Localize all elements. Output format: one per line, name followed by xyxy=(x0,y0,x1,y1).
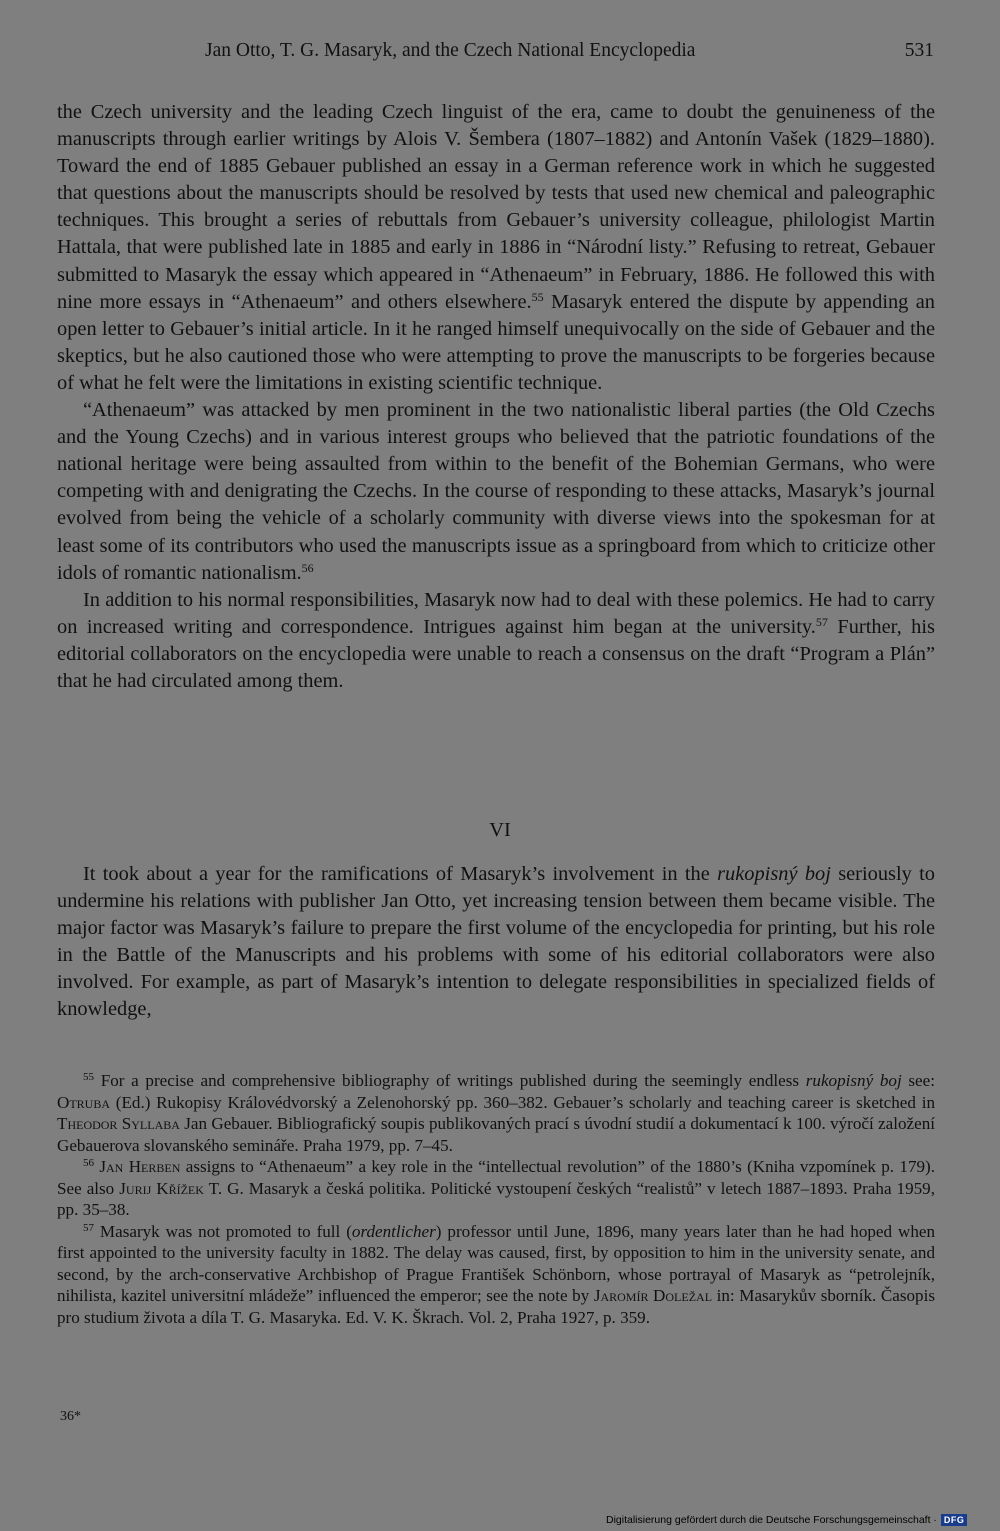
text-run: (Ed.) Rukopisy Královédvorský a Zelenohorský pp. 360–382. Gebauer’s scholarly and teaching career is sketched in xyxy=(110,1092,935,1112)
footnote-ref: 56 xyxy=(83,1157,94,1169)
footnote-ref: 57 xyxy=(815,614,828,629)
author-name: Jan Herben xyxy=(99,1157,181,1176)
paragraph xyxy=(57,587,935,695)
text-run: Masaryk entered the dispute by appending an open letter to Gebauer’s initial article. In it he ranged himself unequivocally on the side of Gebauer and the skeptics, but he also cautioned those who were attempting to prove the manuscripts to be forgeries because of what he felt were the limitations in existing scientific technique. xyxy=(57,290,936,394)
text-run: It took about a year for the ramifications of Masaryk’s involvement in the xyxy=(83,863,718,885)
dfg-logo: DFG xyxy=(941,1514,968,1526)
footnote xyxy=(57,1156,935,1221)
footnote-ref: 55 xyxy=(531,289,544,304)
page-header xyxy=(0,40,1000,68)
text-run: For a precise and comprehensive bibliography of writings published during the seemingly endless xyxy=(94,1071,806,1090)
author-name: Otruba xyxy=(57,1092,111,1112)
paragraph xyxy=(57,99,935,397)
text-run: see: xyxy=(901,1071,935,1090)
text-run: ) professor until June, 1896, many years later than he had hoped when first appointed to the university faculty in 1882. The delay was caused, first, by opposition to him in the university senate, and second, by the arch-conservative Archbishop of Prague František Schönborn, whose portrayal of Masaryk as “petrolejník, nihilista, kazitel universitní mládeže” influenced the emperor; see the note by xyxy=(57,1221,935,1305)
footnotes xyxy=(57,1070,935,1328)
text-run: seriously to undermine his relations with publisher Jan Otto, yet increasing tension between them became visible. The major factor was Masaryk’s failure to prepare the first volume of the encyclopedia for printing, but his role in the Battle of the Manuscripts and his problems with some of his editorial collaborators were also involved. For example, as part of Masaryk’s intention to delegate responsibilities in specialized fields of knowledge, xyxy=(57,863,935,1021)
paragraph xyxy=(57,861,935,1024)
page-number: 531 xyxy=(904,40,934,61)
footnote-ref: 57 xyxy=(83,1221,94,1234)
italic-text: rukopisný boj xyxy=(717,863,831,885)
italic-text: rukopisný boj xyxy=(805,1071,902,1090)
paragraph xyxy=(57,397,935,587)
text-run: “Athenaeum” was attacked by men prominent in the two nationalistic liberal parties (the Old Czechs and the Young Czechs) and in various interest groups who believed that the patriotic foundations of the national heritage were being assaulted from within to the benefit of the Bohemian Germans, who were competing with and denigrating the Czechs. In the course of responding to these attacks, Masaryk’s journal evolved from being the vehicle of a scholarly community with diverse views into the spokesman for at least some of its contributors who used the manuscripts issue as a springboard from which to criticize other idols of romantic nationalism. xyxy=(57,399,935,584)
running-title: Jan Otto, T. G. Masaryk, and the Czech National Encyclopedia xyxy=(205,40,696,61)
text-run: In addition to his normal responsibilities, Masaryk now had to deal with these polemics. He had to carry on increased writing and correspondence. Intrigues against him began at the university. xyxy=(57,588,935,638)
section-body-text xyxy=(57,861,935,1024)
signature-mark: 36* xyxy=(60,1409,81,1424)
author-name: Theodor Syllaba xyxy=(57,1114,180,1133)
text-run: T. G. Masaryk a česká politika. Politické vystoupení českých “realistů” v letech 1887–1893. Praha 1959, pp. 35–38. xyxy=(57,1178,936,1219)
footnote xyxy=(57,1221,935,1329)
text-run: the Czech university and the leading Czech linguist of the era, came to doubt the genuineness of the manuscripts through earlier writings by Alois V. Šembera (1807–1882) and Antonín Vašek (1829–1880). Toward the end of 1885 Gebauer published an essay in a German reference work in which he suggested that questions about the manuscripts should be resolved by tests that used new chemical and paleographic techniques. This brought a series of rebuttals from Gebauer’s university colleague, philologist Martin Hattala, that were published late in 1885 and early in 1886 in “Národní listy.” Refusing to retreat, Gebauer submitted to Masaryk the essay which appeared in “Athenaeum” in February, 1886. He followed this with nine more essays in “Athenaeum” and others elsewhere. xyxy=(57,101,935,313)
text-run: Jan Gebauer. Bibliografický soupis publikovaných prací s úvodní studií a dokumentací k 100. výročí založení Gebauerova slovanského semináře. Praha 1979, pp. 7–45. xyxy=(57,1114,935,1155)
author-name: Jurij Křížek xyxy=(119,1178,204,1198)
text-run: assigns to “Athenaeum” a key role in the “intellectual revolution” of the 1880’s (Kniha vzpomínek p. 179). See also xyxy=(57,1157,936,1198)
digitization-notice-text: Digitalisierung gefördert durch die Deutsche Forschungsgemeinschaft · xyxy=(606,1514,937,1526)
footnote xyxy=(57,1070,935,1156)
footnote-ref: 56 xyxy=(301,560,314,575)
main-body-text xyxy=(57,99,935,695)
text-run: Further, his editorial collaborators on the encyclopedia were unable to reach a consensus on the draft “Program a Plán” that he had circulated among them. xyxy=(57,615,935,692)
text-run: Masaryk was not promoted to full ( xyxy=(94,1221,352,1241)
text-run: in: Masarykův sborník. Časopis pro studium života a díla T. G. Masaryka. Ed. V. K. Škrach. Vol. 2, Praha 1927, p. 359. xyxy=(57,1286,935,1327)
footnote-ref: 55 xyxy=(83,1071,94,1083)
author-name: Jaromír Doležal xyxy=(593,1286,713,1305)
section-heading: VI xyxy=(489,819,511,841)
digitization-notice xyxy=(606,1514,967,1526)
italic-text: ordentlicher xyxy=(351,1221,436,1241)
